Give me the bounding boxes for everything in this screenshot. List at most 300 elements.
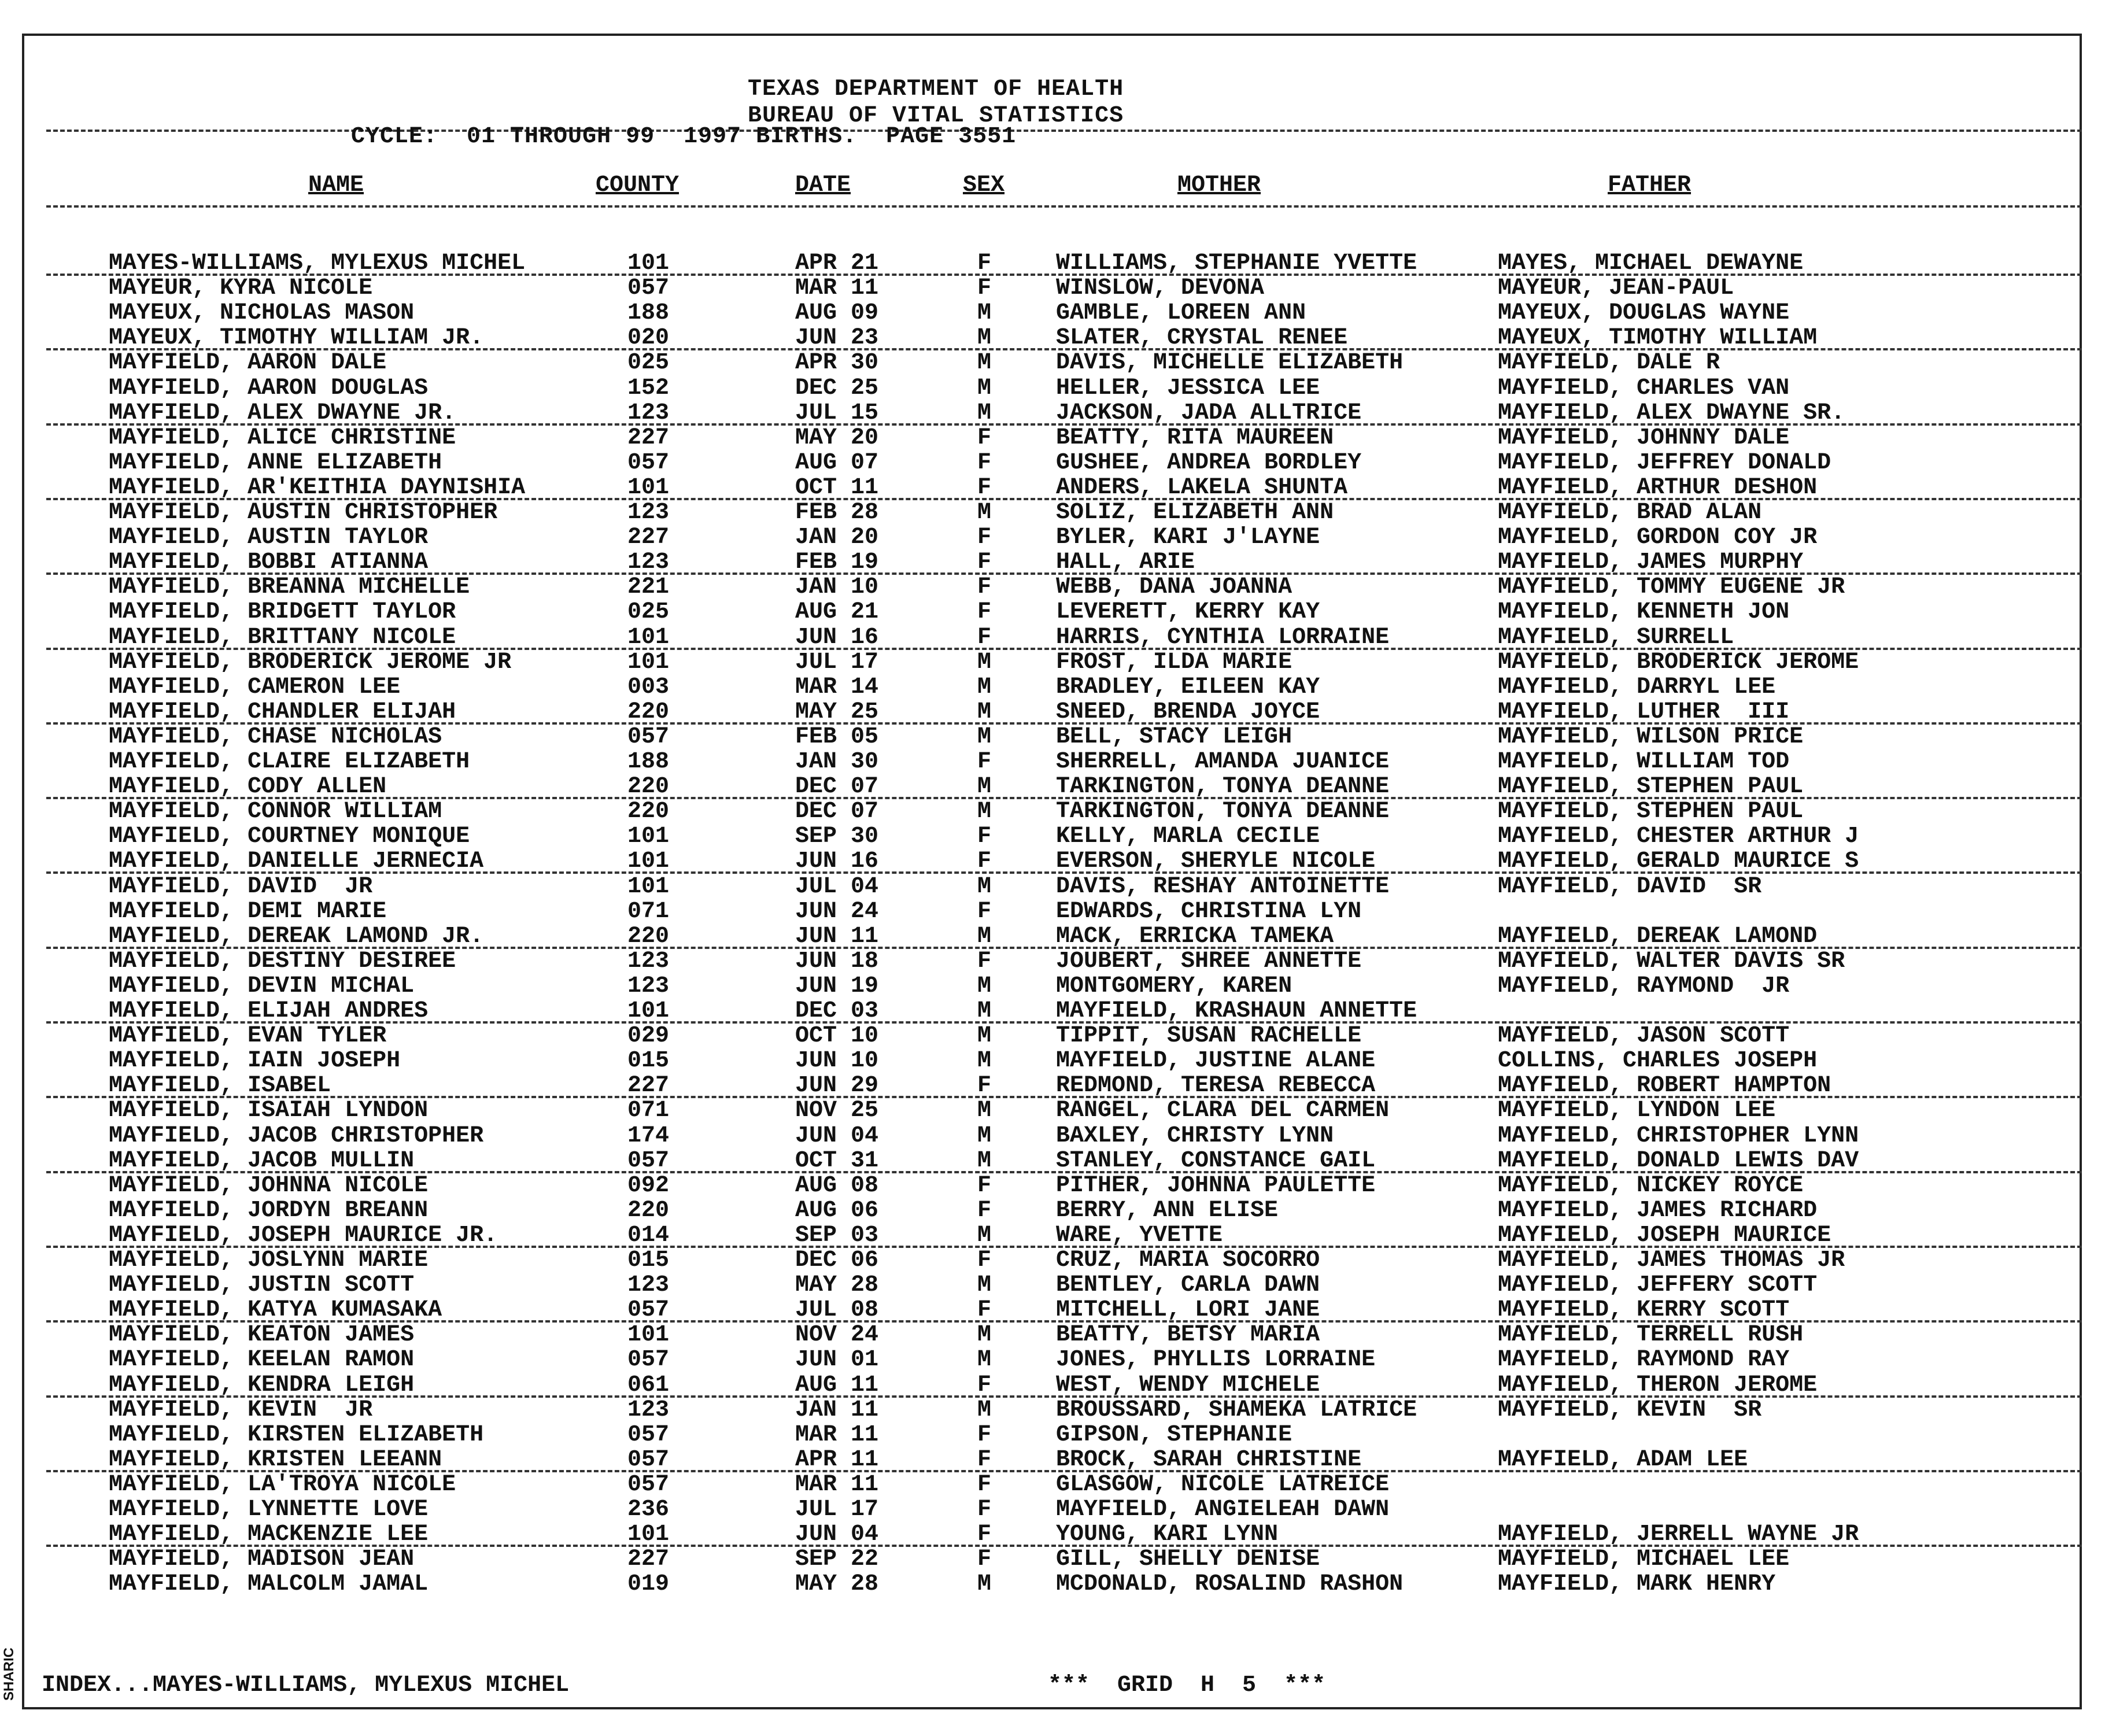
cell-sex: M [977, 1322, 992, 1348]
table-row [0, 500, 2082, 525]
cell-father: MAYFIELD, DARRYL LEE [1498, 674, 1776, 700]
cell-name: MAYFIELD, AARON DOUGLAS [109, 375, 429, 401]
cell-county: 123 [627, 400, 670, 426]
cell-father: MAYFIELD, LYNDON LEE [1498, 1098, 1776, 1124]
table-row [0, 823, 2082, 848]
table-row [0, 749, 2082, 774]
cell-county: 101 [627, 848, 670, 874]
cell-sex: M [977, 1098, 992, 1124]
cell-father: MAYFIELD, WILSON PRICE [1498, 724, 1804, 750]
cell-date: OCT 31 [795, 1148, 879, 1174]
cell-name: MAYFIELD, BOBBI ATIANNA [109, 549, 429, 575]
cell-mother: DAVIS, MICHELLE ELIZABETH [1056, 350, 1404, 376]
cell-father: MAYFIELD, JEFFERY SCOTT [1498, 1272, 1818, 1298]
cell-county: 101 [627, 475, 670, 501]
cell-name: MAYFIELD, AUSTIN CHRISTOPHER [109, 500, 498, 526]
cell-sex: M [977, 300, 992, 326]
cell-sex: M [977, 1347, 992, 1373]
cell-mother: MONTGOMERY, KAREN [1056, 973, 1292, 999]
cell-sex: M [977, 1222, 992, 1249]
table-row [0, 574, 2082, 599]
cell-county: 188 [627, 300, 670, 326]
cell-sex: F [977, 1247, 992, 1273]
cell-father: MAYEUR, JEAN-PAUL [1498, 275, 1734, 301]
cell-father: MAYFIELD, JEFFREY DONALD [1498, 450, 1831, 476]
cell-father: MAYFIELD, SURRELL [1498, 625, 1734, 651]
cell-county: 057 [627, 1472, 670, 1498]
cell-name: MAYFIELD, AARON DALE [109, 350, 387, 376]
table-row [0, 1397, 2082, 1422]
table-row [0, 325, 2082, 350]
cell-date: DEC 07 [795, 799, 879, 825]
cell-county: 123 [627, 948, 670, 974]
cell-mother: ANDERS, LAKELA SHUNTA [1056, 475, 1348, 501]
cell-date: JUL 08 [795, 1297, 879, 1323]
table-row [0, 250, 2082, 275]
table-row [0, 1148, 2082, 1173]
cell-sex: M [977, 674, 992, 700]
cell-sex: F [977, 848, 992, 874]
cell-county: 236 [627, 1497, 670, 1523]
cell-sex: F [977, 1422, 992, 1448]
cell-sex: M [977, 799, 992, 825]
cell-mother: LEVERETT, KERRY KAY [1056, 599, 1320, 625]
cell-date: MAY 28 [795, 1272, 879, 1298]
cell-name: MAYEUR, KYRA NICOLE [109, 275, 373, 301]
cell-mother: HARRIS, CYNTHIA LORRAINE [1056, 625, 1390, 651]
cell-father: MAYFIELD, WALTER DAVIS SR [1498, 948, 1845, 974]
cell-father: MAYFIELD, JERRELL WAYNE JR [1498, 1521, 1859, 1547]
cell-sex: F [977, 475, 992, 501]
cell-date: JUL 17 [795, 649, 879, 675]
column-header-county: COUNTY [596, 172, 679, 198]
cell-mother: WEST, WENDY MICHELE [1056, 1372, 1320, 1398]
cell-sex: M [977, 1123, 992, 1149]
cell-sex: M [977, 774, 992, 800]
cell-date: MAY 20 [795, 425, 879, 451]
cell-mother: BRADLEY, EILEEN KAY [1056, 674, 1320, 700]
cell-county: 061 [627, 1372, 670, 1398]
cell-date: MAR 11 [795, 1472, 879, 1498]
cell-father: MAYFIELD, JAMES THOMAS JR [1498, 1247, 1845, 1273]
cell-sex: M [977, 375, 992, 401]
cell-date: SEP 30 [795, 823, 879, 849]
cell-father: MAYFIELD, STEPHEN PAUL [1498, 799, 1804, 825]
table-row [0, 649, 2082, 674]
cell-name: MAYFIELD, KATYA KUMASAKA [109, 1297, 442, 1323]
cell-date: JUL 17 [795, 1497, 879, 1523]
cell-date: NOV 24 [795, 1322, 879, 1348]
cell-county: 101 [627, 1521, 670, 1547]
cell-father: MAYFIELD, CHESTER ARTHUR J [1498, 823, 1859, 849]
cell-sex: F [977, 1297, 992, 1323]
cell-mother: GLASGOW, NICOLE LATREICE [1056, 1472, 1390, 1498]
cell-mother: WINSLOW, DEVONA [1056, 275, 1265, 301]
cell-name: MAYFIELD, JORDYN BREANN [109, 1198, 429, 1224]
cell-date: JAN 10 [795, 574, 879, 600]
cell-father: MAYFIELD, CHARLES VAN [1498, 375, 1790, 401]
cell-date: AUG 11 [795, 1372, 879, 1398]
cell-county: 220 [627, 924, 670, 950]
cell-sex: M [977, 1148, 992, 1174]
cell-county: 123 [627, 549, 670, 575]
cell-father: MAYFIELD, JOHNNY DALE [1498, 425, 1790, 451]
cell-sex: F [977, 1173, 992, 1199]
cell-mother: SHERRELL, AMANDA JUANICE [1056, 749, 1390, 775]
cell-date: JUN 16 [795, 848, 879, 874]
cell-date: JUN 01 [795, 1347, 879, 1373]
cell-sex: F [977, 948, 992, 974]
cell-county: 101 [627, 250, 670, 276]
cell-name: MAYFIELD, JOSLYNN MARIE [109, 1247, 429, 1273]
cell-sex: F [977, 599, 992, 625]
cell-date: JAN 30 [795, 749, 879, 775]
cell-mother: DAVIS, RESHAY ANTOINETTE [1056, 874, 1390, 900]
cell-sex: F [977, 1198, 992, 1224]
cell-date: SEP 22 [795, 1546, 879, 1572]
cell-name: MAYFIELD, CHASE NICHOLAS [109, 724, 442, 750]
cell-mother: MACK, ERRICKA TAMEKA [1056, 924, 1334, 950]
cell-county: 227 [627, 1546, 670, 1572]
cell-father: MAYEUX, TIMOTHY WILLIAM [1498, 325, 1818, 351]
cell-county: 071 [627, 899, 670, 925]
cell-date: AUG 08 [795, 1173, 879, 1199]
cell-date: JUN 04 [795, 1521, 879, 1547]
cell-father: MAYFIELD, JAMES RICHARD [1498, 1198, 1818, 1224]
table-row [0, 674, 2082, 699]
cell-date: DEC 06 [795, 1247, 879, 1273]
cell-mother: MAYFIELD, KRASHAUN ANNETTE [1056, 998, 1417, 1024]
cell-county: 025 [627, 599, 670, 625]
cell-mother: TARKINGTON, TONYA DEANNE [1056, 799, 1390, 825]
cell-name: MAYFIELD, KENDRA LEIGH [109, 1372, 415, 1398]
cell-county: 057 [627, 1297, 670, 1323]
cell-sex: F [977, 425, 992, 451]
cell-father: MAYFIELD, NICKEY ROYCE [1498, 1173, 1804, 1199]
cell-sex: F [977, 275, 992, 301]
cell-name: MAYFIELD, DEMI MARIE [109, 899, 387, 925]
cell-mother: CRUZ, MARIA SOCORRO [1056, 1247, 1320, 1273]
cell-sex: F [977, 1497, 992, 1523]
cell-mother: SLATER, CRYSTAL RENEE [1056, 325, 1348, 351]
cell-father: MAYFIELD, JAMES MURPHY [1498, 549, 1804, 575]
cell-date: OCT 10 [795, 1023, 879, 1049]
column-header-sex: SEX [963, 172, 1005, 198]
table-row [0, 774, 2082, 799]
cell-name: MAYFIELD, BREANNA MICHELLE [109, 574, 470, 600]
cell-date: AUG 06 [795, 1198, 879, 1224]
cell-name: MAYFIELD, BRITTANY NICOLE [109, 625, 456, 651]
table-row [0, 549, 2082, 574]
cell-sex: F [977, 1521, 992, 1547]
cell-name: MAYFIELD, MALCOLM JAMAL [109, 1571, 429, 1597]
table-row [0, 874, 2082, 899]
cell-date: SEP 03 [795, 1222, 879, 1249]
cell-father: MAYFIELD, ROBERT HAMPTON [1498, 1073, 1831, 1099]
cell-county: 220 [627, 1198, 670, 1224]
cell-sex: M [977, 699, 992, 725]
cell-name: MAYEUX, TIMOTHY WILLIAM JR. [109, 325, 484, 351]
cell-father: MAYFIELD, RAYMOND JR [1498, 973, 1790, 999]
cell-sex: F [977, 823, 992, 849]
side-label: SHARIC [1, 1648, 17, 1701]
cell-county: 025 [627, 350, 670, 376]
cell-county: 020 [627, 325, 670, 351]
column-header-name: NAME [308, 172, 364, 198]
cell-name: MAYFIELD, AUSTIN TAYLOR [109, 525, 429, 551]
cell-name: MAYFIELD, ISABEL [109, 1073, 331, 1099]
table-row [0, 924, 2082, 948]
cell-county: 123 [627, 500, 670, 526]
cell-father: MAYFIELD, ALEX DWAYNE SR. [1498, 400, 1845, 426]
cell-name: MAYFIELD, ALICE CHRISTINE [109, 425, 456, 451]
cell-mother: EVERSON, SHERYLE NICOLE [1056, 848, 1376, 874]
cell-sex: F [977, 1372, 992, 1398]
header-bureau: BUREAU OF VITAL STATISTICS [748, 103, 1124, 129]
cell-father: COLLINS, CHARLES JOSEPH [1498, 1048, 1818, 1074]
cell-father: MAYFIELD, DONALD LEWIS DAV [1498, 1148, 1859, 1174]
cell-sex: M [977, 874, 992, 900]
table-row [0, 1222, 2082, 1247]
cell-name: MAYFIELD, KIRSTEN ELIZABETH [109, 1422, 484, 1448]
cell-mother: YOUNG, KARI LYNN [1056, 1521, 1279, 1547]
cell-mother: BEATTY, BETSY MARIA [1056, 1322, 1320, 1348]
cell-name: MAYFIELD, KRISTEN LEEANN [109, 1447, 442, 1473]
table-row [0, 1447, 2082, 1472]
cell-name: MAYFIELD, DAVID JR [109, 874, 373, 900]
cell-mother: REDMOND, TERESA REBECCA [1056, 1073, 1376, 1099]
table-row [0, 400, 2082, 425]
table-row [0, 599, 2082, 624]
cell-county: 101 [627, 998, 670, 1024]
cell-sex: F [977, 525, 992, 551]
cell-name: MAYFIELD, CHANDLER ELIJAH [109, 699, 456, 725]
cell-mother: WARE, YVETTE [1056, 1222, 1223, 1249]
cell-mother: MAYFIELD, JUSTINE ALANE [1056, 1048, 1376, 1074]
cell-name: MAYFIELD, JOHNNA NICOLE [109, 1173, 429, 1199]
table-row [0, 1123, 2082, 1148]
cell-mother: GILL, SHELLY DENISE [1056, 1546, 1320, 1572]
cell-name: MAYFIELD, MADISON JEAN [109, 1546, 415, 1572]
cell-sex: M [977, 998, 992, 1024]
table-row [0, 375, 2082, 400]
cell-father: MAYFIELD, JOSEPH MAURICE [1498, 1222, 1831, 1249]
cell-county: 071 [627, 1098, 670, 1124]
cell-county: 221 [627, 574, 670, 600]
cell-name: MAYFIELD, KEATON JAMES [109, 1322, 415, 1348]
cell-date: AUG 21 [795, 599, 879, 625]
cell-date: MAR 14 [795, 674, 879, 700]
column-header-mother: MOTHER [1177, 172, 1261, 198]
cell-mother: HELLER, JESSICA LEE [1056, 375, 1320, 401]
cell-county: 101 [627, 625, 670, 651]
cell-mother: WEBB, DANA JOANNA [1056, 574, 1292, 600]
table-row [0, 998, 2082, 1023]
table-row [0, 350, 2082, 375]
cell-name: MAYFIELD, CLAIRE ELIZABETH [109, 749, 470, 775]
cell-sex: F [977, 1472, 992, 1498]
cell-date: FEB 05 [795, 724, 879, 750]
cell-father: MAYFIELD, DAVID SR [1498, 874, 1762, 900]
cell-sex: F [977, 899, 992, 925]
cell-date: APR 30 [795, 350, 879, 376]
cell-county: 227 [627, 1073, 670, 1099]
cell-sex: F [977, 549, 992, 575]
cell-father: MAYFIELD, THERON JEROME [1498, 1372, 1818, 1398]
cell-county: 057 [627, 1148, 670, 1174]
table-row [0, 1073, 2082, 1098]
cell-county: 019 [627, 1571, 670, 1597]
cell-name: MAYES-WILLIAMS, MYLEXUS MICHEL [109, 250, 526, 276]
cell-date: JUL 04 [795, 874, 879, 900]
cell-mother: HALL, ARIE [1056, 549, 1195, 575]
table-row [0, 1297, 2082, 1322]
cell-name: MAYFIELD, CONNOR WILLIAM [109, 799, 442, 825]
table-row [0, 1422, 2082, 1447]
cell-county: 015 [627, 1048, 670, 1074]
table-row [0, 948, 2082, 973]
cell-county: 188 [627, 749, 670, 775]
cell-name: MAYFIELD, JACOB MULLIN [109, 1148, 415, 1174]
table-row [0, 1173, 2082, 1198]
cell-sex: F [977, 1546, 992, 1572]
table-row [0, 1023, 2082, 1048]
cell-father: MAYEUX, DOUGLAS WAYNE [1498, 300, 1790, 326]
cell-father: MAYFIELD, WILLIAM TOD [1498, 749, 1790, 775]
cell-name: MAYFIELD, JUSTIN SCOTT [109, 1272, 415, 1298]
cell-date: FEB 19 [795, 549, 879, 575]
cell-date: FEB 28 [795, 500, 879, 526]
cell-father: MAYFIELD, DEREAK LAMOND [1498, 924, 1818, 950]
cell-mother: MAYFIELD, ANGIELEAH DAWN [1056, 1497, 1390, 1523]
cell-name: MAYFIELD, ANNE ELIZABETH [109, 450, 442, 476]
cell-county: 227 [627, 525, 670, 551]
cell-father: MAYFIELD, GORDON COY JR [1498, 525, 1818, 551]
cell-father: MAYFIELD, KENNETH JON [1498, 599, 1790, 625]
cell-county: 101 [627, 874, 670, 900]
cell-date: JAN 20 [795, 525, 879, 551]
header-department: TEXAS DEPARTMENT OF HEALTH [748, 76, 1124, 102]
cell-date: AUG 09 [795, 300, 879, 326]
cell-date: MAY 25 [795, 699, 879, 725]
table-row [0, 1497, 2082, 1521]
cell-county: 014 [627, 1222, 670, 1249]
cell-mother: SOLIZ, ELIZABETH ANN [1056, 500, 1334, 526]
cell-sex: F [977, 749, 992, 775]
cell-date: NOV 25 [795, 1098, 879, 1124]
cell-sex: M [977, 924, 992, 950]
cell-father: MAYFIELD, GERALD MAURICE S [1498, 848, 1859, 874]
cell-name: MAYFIELD, JOSEPH MAURICE JR. [109, 1222, 498, 1249]
table-row [0, 1347, 2082, 1372]
cell-date: JUN 24 [795, 899, 879, 925]
cell-name: MAYEUX, NICHOLAS MASON [109, 300, 415, 326]
cell-mother: RANGEL, CLARA DEL CARMEN [1056, 1098, 1390, 1124]
table-row [0, 1322, 2082, 1347]
cell-date: JUN 10 [795, 1048, 879, 1074]
cell-sex: F [977, 450, 992, 476]
table-row [0, 525, 2082, 549]
cell-mother: BROUSSARD, SHAMEKA LATRICE [1056, 1397, 1417, 1423]
cell-date: DEC 07 [795, 774, 879, 800]
table-row [0, 899, 2082, 924]
cell-date: AUG 07 [795, 450, 879, 476]
cell-county: 029 [627, 1023, 670, 1049]
table-row [0, 275, 2082, 300]
cell-sex: F [977, 250, 992, 276]
cell-mother: PITHER, JOHNNA PAULETTE [1056, 1173, 1376, 1199]
cell-sex: M [977, 325, 992, 351]
cell-mother: FROST, ILDA MARIE [1056, 649, 1292, 675]
table-row [0, 1198, 2082, 1222]
cell-county: 101 [627, 649, 670, 675]
cell-name: MAYFIELD, DESTINY DESIREE [109, 948, 456, 974]
cell-mother: TARKINGTON, TONYA DEANNE [1056, 774, 1390, 800]
cell-county: 057 [627, 1447, 670, 1473]
cell-father: MAYFIELD, BRAD ALAN [1498, 500, 1762, 526]
cell-sex: F [977, 574, 992, 600]
table-row [0, 1521, 2082, 1546]
cell-sex: M [977, 1397, 992, 1423]
cell-father: MAYFIELD, JASON SCOTT [1498, 1023, 1790, 1049]
table-row [0, 300, 2082, 325]
cell-name: MAYFIELD, IAIN JOSEPH [109, 1048, 401, 1074]
cell-sex: M [977, 1571, 992, 1597]
cell-name: MAYFIELD, KEVIN JR [109, 1397, 373, 1423]
cell-name: MAYFIELD, MACKENZIE LEE [109, 1521, 429, 1547]
table-row [0, 799, 2082, 823]
cell-county: 101 [627, 1322, 670, 1348]
cell-mother: JOUBERT, SHREE ANNETTE [1056, 948, 1362, 974]
cell-father: MAYFIELD, ADAM LEE [1498, 1447, 1748, 1473]
cell-name: MAYFIELD, LYNNETTE LOVE [109, 1497, 429, 1523]
cell-sex: M [977, 350, 992, 376]
cell-name: MAYFIELD, DEVIN MICHAL [109, 973, 415, 999]
cell-county: 003 [627, 674, 670, 700]
cell-name: MAYFIELD, BRODERICK JEROME JR [109, 649, 512, 675]
cell-name: MAYFIELD, CAMERON LEE [109, 674, 401, 700]
cell-county: 057 [627, 1422, 670, 1448]
cell-name: MAYFIELD, ELIJAH ANDRES [109, 998, 429, 1024]
cell-date: APR 11 [795, 1447, 879, 1473]
cell-mother: BROCK, SARAH CHRISTINE [1056, 1447, 1362, 1473]
table-row [0, 475, 2082, 500]
cell-mother: GIPSON, STEPHANIE [1056, 1422, 1292, 1448]
table-row [0, 425, 2082, 450]
cell-date: APR 21 [795, 250, 879, 276]
table-row [0, 1571, 2082, 1596]
table-row [0, 724, 2082, 749]
cell-father: MAYFIELD, ARTHUR DESHON [1498, 475, 1818, 501]
cell-mother: BAXLEY, CHRISTY LYNN [1056, 1123, 1334, 1149]
cell-date: JAN 11 [795, 1397, 879, 1423]
cell-name: MAYFIELD, DEREAK LAMOND JR. [109, 924, 484, 950]
cell-county: 057 [627, 450, 670, 476]
footer-index: INDEX...MAYES-WILLIAMS, MYLEXUS MICHEL [42, 1672, 570, 1698]
cell-mother: MCDONALD, ROSALIND RASHON [1056, 1571, 1404, 1597]
cell-county: 092 [627, 1173, 670, 1199]
table-row [0, 1048, 2082, 1073]
table-row [0, 625, 2082, 649]
cell-mother: GAMBLE, LOREEN ANN [1056, 300, 1306, 326]
cell-name: MAYFIELD, KEELAN RAMON [109, 1347, 415, 1373]
table-row [0, 1372, 2082, 1397]
table-row [0, 848, 2082, 873]
cell-county: 057 [627, 1347, 670, 1373]
cell-county: 220 [627, 699, 670, 725]
table-row [0, 1098, 2082, 1122]
cell-county: 015 [627, 1247, 670, 1273]
